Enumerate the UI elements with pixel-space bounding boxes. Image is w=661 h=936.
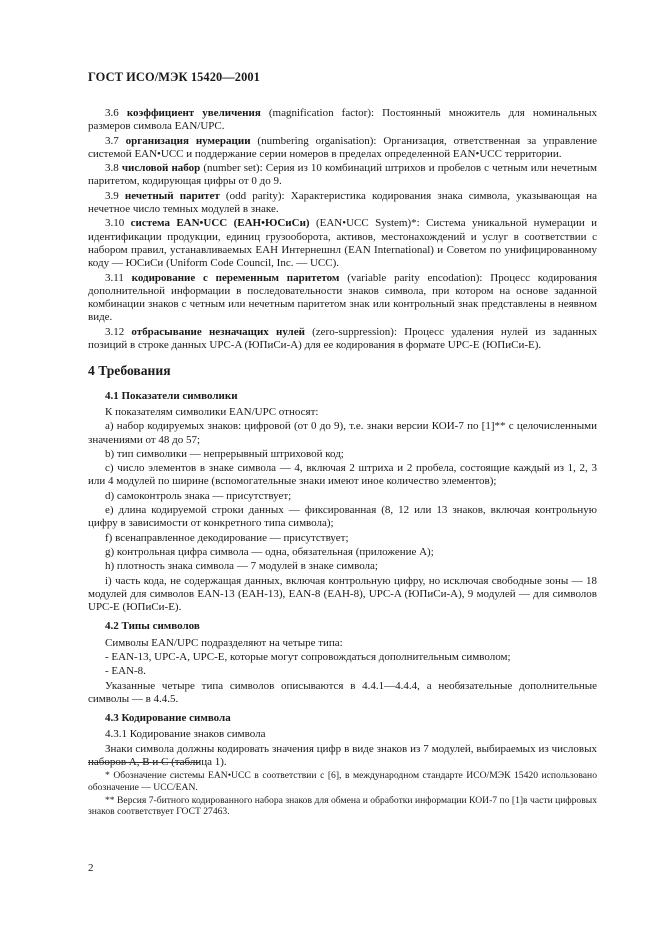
page-number: 2	[88, 862, 94, 874]
footnote: ** Версия 7-битного кодированного набора знаков для обмена и обработки информации КОИ-7 по [1]в части цифровых знаков соответствует ГОСТ 27463.	[88, 794, 597, 818]
section-4-2-outro: Указанные четыре типа символов описываются в 4.4.1—4.4.4, а необязательные дополнительные символы — в 4.4.5.	[88, 679, 597, 705]
list-item: с) число элементов в знаке символа — 4, включая 2 штриха и 2 пробела, состоящие каждый из 1, 2, 3 или 4 модулей по ширине (вспомогательные знаки имеют иное количество элементов);	[88, 462, 597, 488]
definition-3-7: 3.7 организация нумерации (numbering organisation): Организация, ответственная за управление системой EAN•UCC и поддержание серии номеров в пределах определенной EAN•UCC территории.	[88, 134, 597, 160]
definition-3-6: 3.6 коэффициент увеличения (magnification factor): Постоянный множитель для номинальных размеров символа EAN/UPC.	[88, 107, 598, 133]
list-item: а) набор кодируемых знаков: цифровой (от 0 до 9), т.е. знаки версии КОИ-7 по [1]** с целочисленными значениями от 48 до 57;	[88, 420, 597, 446]
section-4-2-intro: Символы EAN/UPC подразделяют на четыре типа:	[105, 636, 343, 649]
footnote: * Обозначение системы EAN•UCC в соответствии с [6], в международном стандарте ИСО/МЭК 15420 использовано обозначение — UCC/EAN.	[88, 770, 597, 793]
section-4-1-heading: 4.1 Показатели символики	[105, 389, 238, 402]
section-4-1-intro: К показателям символики EAN/UPC относят:	[105, 405, 319, 418]
list-item: d) самоконтроль знака — присутствует;	[105, 489, 292, 502]
main-content	[88, 107, 597, 770]
section-4-heading: 4 Требования	[88, 363, 171, 379]
definition-3-8: 3.8 числовой набор (number set): Серия из 10 комбинаций штрихов и пробелов с четным или нечетным паритетом, кодирующая цифры от 0 до 9.	[88, 162, 597, 188]
list-item: f) всенаправленное декодирование — присутствует;	[105, 531, 349, 544]
list-item: h) плотность знака символа — 7 модулей в знаке символа;	[105, 560, 378, 573]
list-item: g) контрольная цифра символа — одна, обязательная (приложение А);	[105, 545, 434, 558]
section-4-3-heading: 4.3 Кодирование символа	[105, 712, 231, 725]
definition-3-11: 3.11 кодирование с переменным паритетом (variable parity encodation): Процесс кодирования дополнительной информации в последовательности знаков символа, при котором на основе заданной комбинации знаков с четным или нечетным паритетом знак или контрольный знак представлены в неявном виде.	[88, 271, 597, 324]
definition-3-10: 3.10 система EAN•UCC (ЕАН•ЮСиСи) (EAN•UCC System)*: Система уникальной нумерации и идентификации продукции, единиц грузооборота, активов, местонахождений и услуг в соответствии с набором правил, устанавливаемых ЕАН Интернешнл (EAN International) и Советом по унифицированному коду — ЮСиСи (Uniform Code Council, Inc. — UCC).	[88, 217, 597, 270]
definition-3-12: 3.12 отбрасывание незначащих нулей (zero-suppression): Процесс удаления нулей из заданных позиций в строке данных UPC-A (ЮПиСи-А) для ее кодирования в формате UPC-E (ЮПиСи-Е).	[88, 325, 597, 352]
section-4-3-1-heading: 4.3.1 Кодирование знаков символа	[105, 728, 266, 741]
footnotes	[88, 770, 597, 819]
section-4-2-heading: 4.2 Типы символов	[105, 620, 200, 633]
document-header: ГОСТ ИСО/МЭК 15420—2001	[88, 70, 260, 84]
list-item: - EAN-8.	[105, 665, 146, 678]
list-item: - EAN-13, UPC-A, UPC-E, которые могут сопровождаться дополнительным символом;	[105, 650, 511, 663]
footnote-divider	[88, 762, 200, 763]
section-4-3-1-text: Знаки символа должны кодировать значения цифр в виде знаков из 7 модулей, выбираемых из числовых наборов А, В и С (таблица 1).	[88, 742, 597, 769]
definition-3-9: 3.9 нечетный паритет (odd parity): Характеристика кодирования знака символа, указывающая на нечетное число темных модулей в знаке.	[88, 189, 597, 216]
list-item: е) длина кодируемой строки данных — фиксированная (8, 12 или 13 знаков, включая контрольную цифру в зависимости от конкретного типа символа);	[88, 504, 597, 530]
list-item: i) часть кода, не содержащая данных, включая контрольную цифру, но исключая свободные зоны — 18 модулей для символов EAN-13 (ЕАН-13), EAN-8 (ЕАН-8), UPC-A (ЮПиСи-А), 9 модулей — для символов UPC-E (ЮПиСи-Е).	[88, 574, 597, 614]
list-item: b) тип символики — непрерывный штриховой код;	[105, 447, 344, 460]
